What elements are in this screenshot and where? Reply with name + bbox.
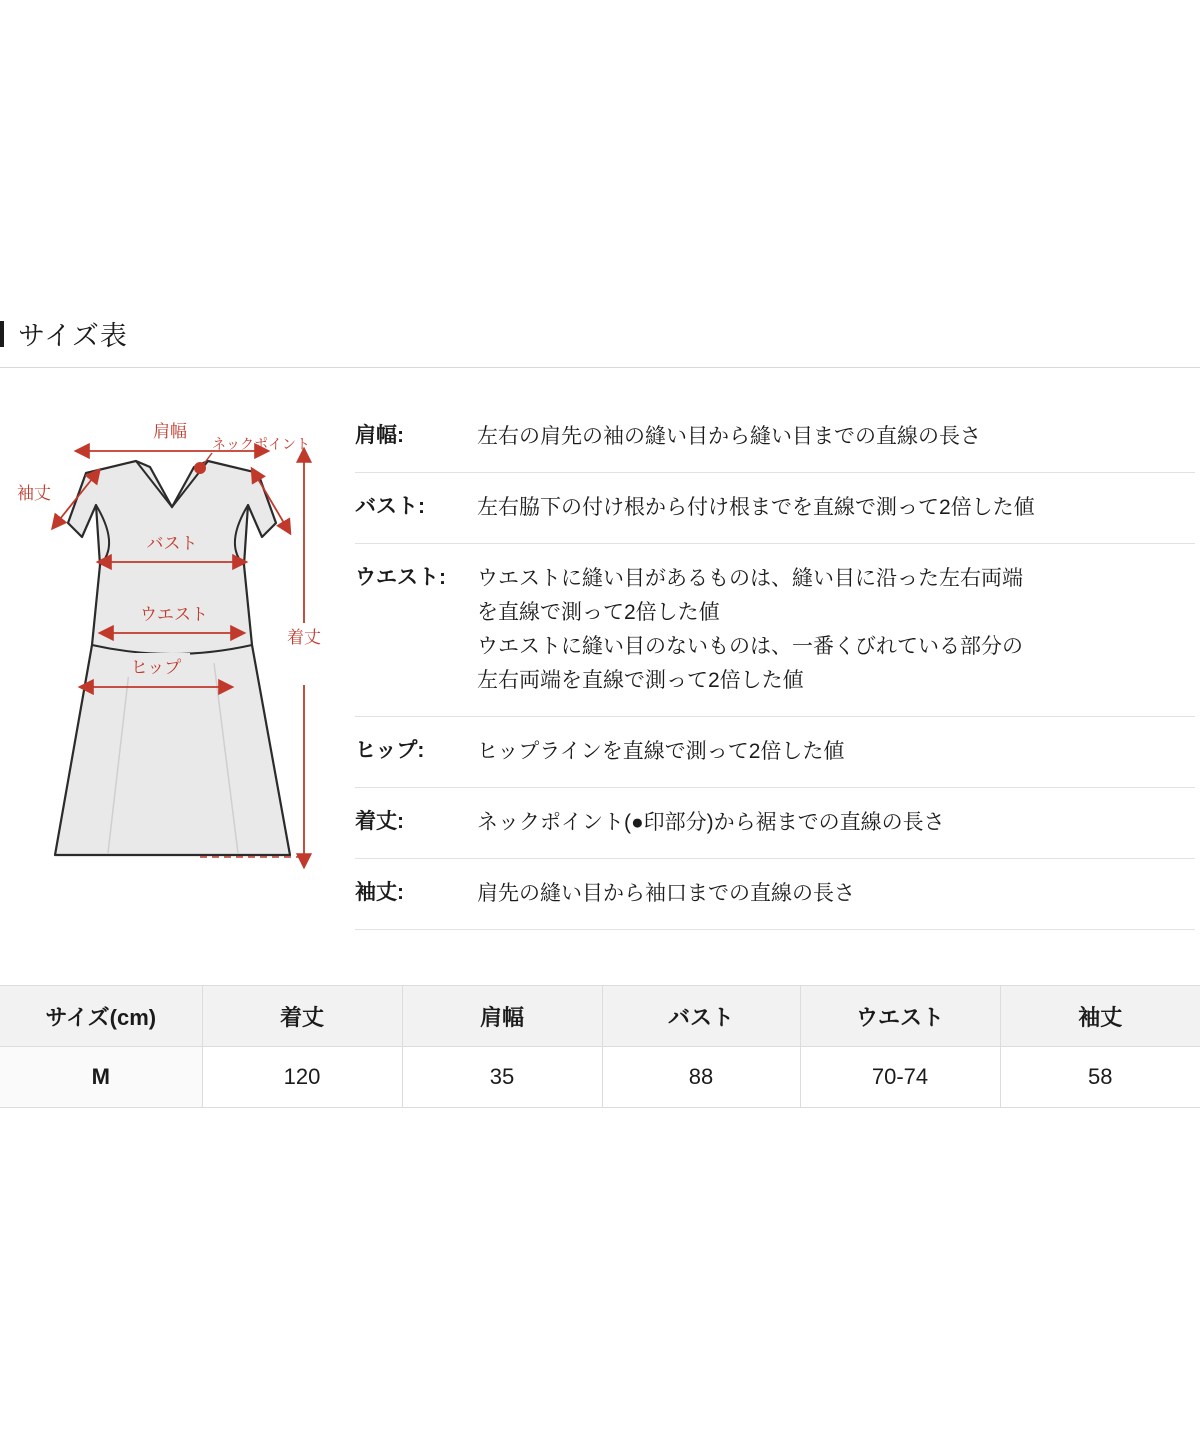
label-length: 着丈 xyxy=(287,628,321,647)
label-sleeve: 袖丈 xyxy=(17,484,51,503)
table-header-cell: 着丈 xyxy=(202,986,402,1047)
definition-line: 肩先の縫い目から袖口までの直線の長さ xyxy=(477,882,855,906)
label-waist: ウエスト xyxy=(140,605,208,624)
definition-line: 左右の肩先の袖の縫い目から縫い目までの直線の長さ xyxy=(477,425,981,448)
accent-bar-icon xyxy=(0,321,4,347)
table-header-cell: サイズ(cm) xyxy=(0,986,202,1047)
definition-term: バスト: xyxy=(355,495,425,519)
definition-description xyxy=(477,491,1195,525)
table-cell: 88 xyxy=(602,1047,800,1108)
size-table xyxy=(0,985,1200,1108)
table-header-cell: ウエスト xyxy=(800,986,1000,1047)
garment-diagram xyxy=(0,395,345,955)
definition-term: 袖丈: xyxy=(355,881,404,905)
definition-row xyxy=(355,717,1195,788)
definition-line: 左右両端を直線で測って2倍した値 xyxy=(477,669,804,693)
table-header-cell: 肩幅 xyxy=(402,986,602,1047)
table-cell: 70-74 xyxy=(800,1047,1000,1108)
definition-row xyxy=(355,544,1195,717)
definition-row xyxy=(355,859,1195,930)
definition-row xyxy=(355,412,1195,473)
measurement-definitions xyxy=(355,412,1195,930)
table-cell: 58 xyxy=(1000,1047,1200,1108)
definition-term: 肩幅: xyxy=(355,424,404,447)
definition-row xyxy=(355,788,1195,859)
definition-line: ウエストに縫い目があるものは、縫い目に沿った左右両端 xyxy=(477,567,1023,591)
label-neck-point: ネックポイント xyxy=(212,436,310,452)
table-cell: 120 xyxy=(202,1047,402,1108)
definition-description xyxy=(477,735,1195,769)
table-header-row xyxy=(0,986,1200,1047)
page-title: サイズ表 xyxy=(18,321,128,351)
table-header-cell: 袖丈 xyxy=(1000,986,1200,1047)
definition-term: ウエスト: xyxy=(355,566,446,590)
definition-description xyxy=(477,420,1195,454)
table-row xyxy=(0,1047,1200,1108)
definition-line: ネックポイント(●印部分)から裾までの直線の長さ xyxy=(477,811,945,835)
definition-description xyxy=(477,562,1195,698)
label-hip: ヒップ xyxy=(130,658,182,677)
definition-line: ウエストに縫い目のないものは、一番くびれている部分の xyxy=(477,635,1023,659)
table-cell-size: M xyxy=(0,1047,202,1108)
definition-term: ヒップ: xyxy=(355,739,425,763)
definition-description xyxy=(477,877,1195,911)
table-header-cell: バスト xyxy=(602,986,800,1047)
definition-line: 左右脇下の付け根から付け根までを直線で測って2倍した値 xyxy=(477,496,1035,520)
label-bust: バスト xyxy=(146,534,198,553)
section-header xyxy=(0,300,1200,368)
table-cell: 35 xyxy=(402,1047,602,1108)
definition-term: 着丈: xyxy=(355,810,404,834)
definition-row xyxy=(355,473,1195,544)
definition-line: ヒップラインを直線で測って2倍した値 xyxy=(477,740,845,764)
definition-line: を直線で測って2倍した値 xyxy=(477,601,720,625)
definition-description xyxy=(477,806,1195,840)
label-shoulder: 肩幅 xyxy=(153,422,187,441)
measure-length xyxy=(287,461,321,855)
